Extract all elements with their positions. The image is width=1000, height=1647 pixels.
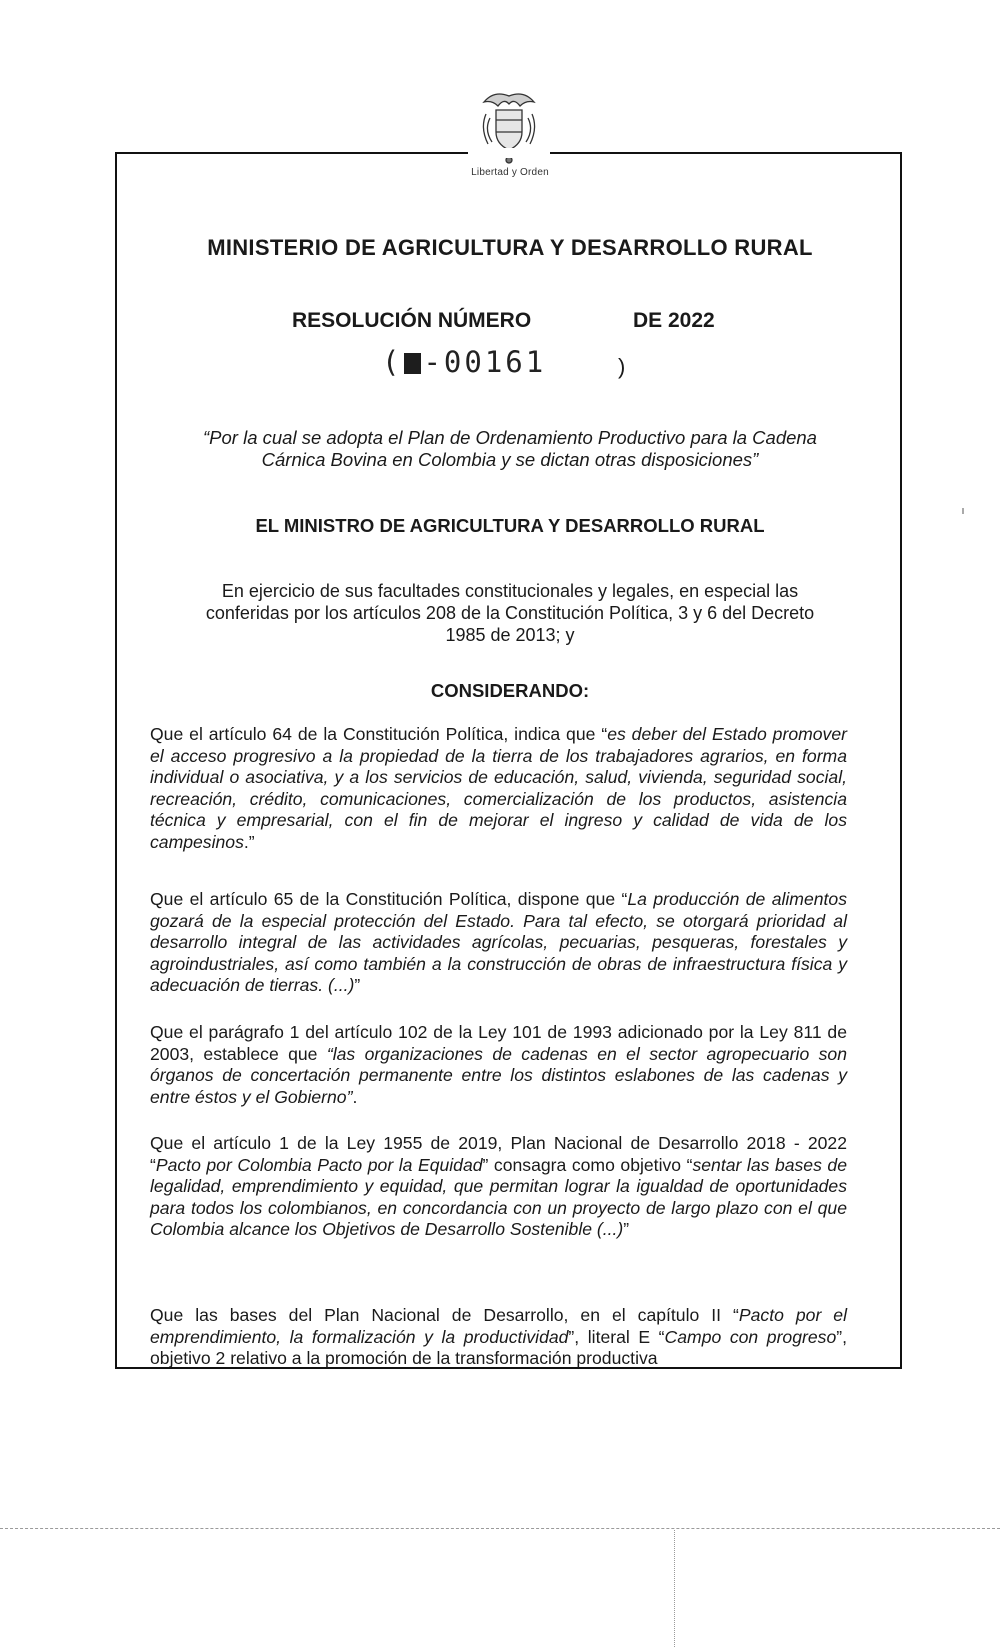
resolution-label: RESOLUCIÓN NÚMERO xyxy=(292,309,532,332)
scan-footer-vertical-line xyxy=(674,1530,675,1647)
legal-powers xyxy=(140,580,880,646)
subject-line-1: “Por la cual se adopta el Plan de Ordenamiento Productivo para la Cadena xyxy=(203,427,817,448)
resolution-subject xyxy=(140,427,880,471)
powers-line-1: En ejercicio de sus facultades constitucionales y legales, en especial las xyxy=(221,581,799,601)
powers-line-2: conferidas por los artículos 208 de la Constitución Política, 3 y 6 del Decreto xyxy=(205,603,815,623)
resolution-number-stamp xyxy=(382,345,546,379)
considering-paragraph: Que las bases del Plan Nacional de Desarrollo, en el capítulo II “Pacto por el emprendimiento, la formalización y la productividad”, literal E “Campo con progreso”, objetivo 2 relativo a la promoción de la transformación productiva xyxy=(150,1305,848,1369)
seal-motto: Libertad y Orden xyxy=(471,167,549,178)
resolution-open-paren: ( xyxy=(382,345,403,379)
considering-paragraph: Que el artículo 1 de la Ley 1955 de 2019, Plan Nacional de Desarrollo 2018 - 2022 “Pacto por Colombia Pacto por la Equidad” consagra como objetivo “sentar las bases de legalidad, emprendimiento y equidad, que permitan lograr la igualdad de oportunidades para todos los colombianos, en concordancia con un proyecto de largo plazo con el que Colombia alcance los Objetivos de Desarrollo Sostenible (...)” xyxy=(150,1133,848,1240)
resolution-number: -00161 xyxy=(423,345,547,379)
stamp-ink-mark xyxy=(404,353,421,374)
resolution-year: DE 2022 xyxy=(633,309,715,332)
resolution-close-paren: ) xyxy=(618,354,626,379)
scan-footer-line xyxy=(0,1528,1000,1529)
scan-mark xyxy=(962,508,964,514)
subject-line-2: Cárnica Bovina en Colombia y se dictan otras disposiciones” xyxy=(261,449,759,470)
considering-paragraph: Que el artículo 65 de la Constitución Política, dispone que “La producción de alimentos gozará de la especial protección del Estado. Para tal efecto, se otorgará prioridad al desarrollo integral de las actividades agrícolas, pecuarias, pesqueras, forestales y agroindustriales, así como también a la construcción de obras de infraestructura física y adecuación de tierras. (...)” xyxy=(150,889,847,996)
minister-heading: EL MINISTRO DE AGRICULTURA Y DESARROLLO RURAL xyxy=(255,515,765,536)
powers-line-3: 1985 de 2013; y xyxy=(445,625,575,645)
ministry-heading: MINISTERIO DE AGRICULTURA Y DESARROLLO RURAL xyxy=(207,235,813,260)
considering-paragraph: Que el artículo 64 de la Constitución Política, indica que “es deber del Estado promover el acceso progresivo a la propiedad de la tierra de los trabajadores agrarios, en forma individual o asociativa, y a los servicios de educación, salud, vivienda, seguridad social, recreación, crédito, comunicaciones, comercialización de los productos, asistencia técnica y empresarial, con el fin de mejorar el ingreso y calidad de vida de los campesinos.” xyxy=(150,724,847,852)
considering-paragraph: Que el parágrafo 1 del artículo 102 de la Ley 101 de 1993 adicionado por la Ley 811 de 2003, establece que “las organizaciones de cadenas en el sector agropecuario son órganos de concertación permanente entre los distintos eslabones de las cadenas y entre éstos y el Gobierno”. xyxy=(150,1022,847,1107)
considering-heading: CONSIDERANDO: xyxy=(430,680,590,701)
